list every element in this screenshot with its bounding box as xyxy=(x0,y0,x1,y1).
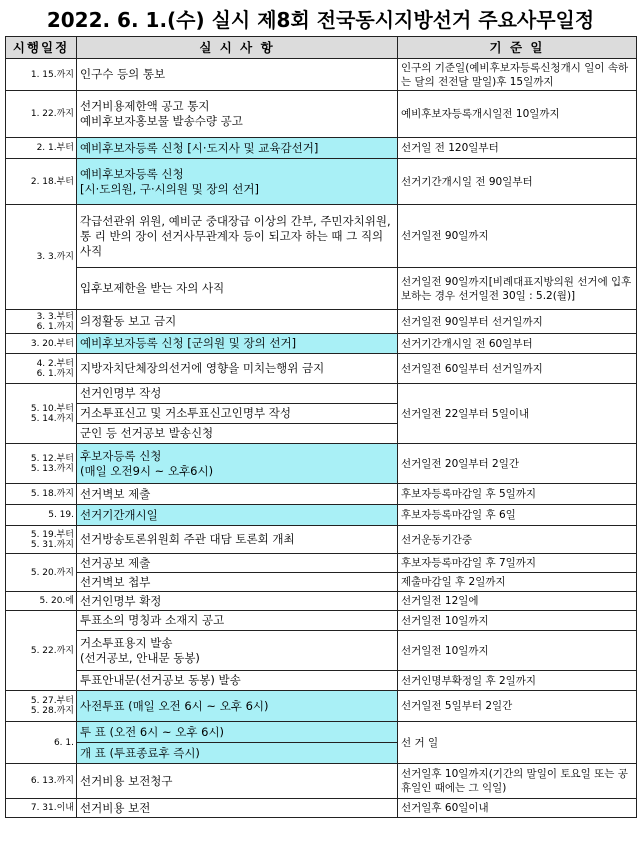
row-item: 투 표 (오전 6시 ~ 오후 6시) xyxy=(77,722,398,743)
row-item: 선거비용 보전청구 xyxy=(77,764,398,799)
table-row xyxy=(6,671,637,691)
table-row xyxy=(6,484,637,505)
row-criterion: 선거일전 90일까지 xyxy=(398,205,637,268)
page-title: 2022. 6. 1.(수) 실시 제8회 전국동시지방선거 주요사무일정 xyxy=(46,7,595,32)
row-criterion: 선 거 일 xyxy=(398,722,637,764)
header-criterion: 기 준 일 xyxy=(398,37,637,59)
row-criterion: 선거일전 90일부터 선거일까지 xyxy=(398,310,637,334)
row-criterion: 선거기간개시일 전 90일부터 xyxy=(398,159,637,205)
row-item: 선거비용 보전 xyxy=(77,799,398,818)
table-row xyxy=(6,722,637,743)
table-row xyxy=(6,505,637,526)
row-item: 투표안내문(선거공보 동봉) 발송 xyxy=(77,671,398,691)
table-row xyxy=(6,384,637,404)
row-criterion: 선거일전 12일에 xyxy=(398,592,637,611)
row-criterion: 선거일 전 120일부터 xyxy=(398,138,637,159)
row-item: 예비후보자등록 신청 [군의원 및 장의 선거] xyxy=(77,334,398,354)
row-item: 선거공보 제출 xyxy=(77,554,398,573)
header-date: 시행일정 xyxy=(6,37,77,59)
row-item: 거소투표신고 및 거소투표신고인명부 작성 xyxy=(77,404,398,424)
table-header-row xyxy=(6,37,637,59)
row-item: 예비후보자등록 신청 [시·도지사 및 교육감선거] xyxy=(77,138,398,159)
row-date: 5. 18.까지 xyxy=(6,484,77,505)
table-row xyxy=(6,159,637,205)
row-criterion: 선거운동기간중 xyxy=(398,526,637,554)
row-date: 5. 20.까지 xyxy=(6,554,77,592)
table-row xyxy=(6,764,637,799)
table-row xyxy=(6,554,637,573)
row-date: 2. 18.부터 xyxy=(6,159,77,205)
row-date: 3. 3.까지 xyxy=(6,205,77,310)
row-date: 2. 1.부터 xyxy=(6,138,77,159)
row-date: 6. 13.까지 xyxy=(6,764,77,799)
row-item: 군인 등 선거공보 발송신청 xyxy=(77,424,398,444)
table-row xyxy=(6,334,637,354)
row-item: 지방자치단체장의선거에 영향을 미치는행위 금지 xyxy=(77,354,398,384)
row-date: 5. 19. xyxy=(6,505,77,526)
row-date: 1. 22.까지 xyxy=(6,91,77,138)
row-date: 7. 31.이내 xyxy=(6,799,77,818)
row-criterion: 선거일전 5일부터 2일간 xyxy=(398,691,637,722)
table-row xyxy=(6,59,637,91)
row-item: 예비후보자등록 신청 [시·도의원, 구·시의원 및 장의 선거] xyxy=(77,159,398,205)
table-row xyxy=(6,526,637,554)
schedule-table xyxy=(5,36,637,818)
row-item: 선거벽보 제출 xyxy=(77,484,398,505)
table-row xyxy=(6,799,637,818)
table-row xyxy=(6,205,637,268)
row-criterion: 후보자등록마감일 후 7일까지 xyxy=(398,554,637,573)
table-row xyxy=(6,592,637,611)
row-criterion: 선거인명부확정일 후 2일까지 xyxy=(398,671,637,691)
row-item: 인구수 등의 통보 xyxy=(77,59,398,91)
row-criterion: 후보자등록마감일 후 5일까지 xyxy=(398,484,637,505)
row-date: 1. 15.까지 xyxy=(6,59,77,91)
row-item: 의정활동 보고 금지 xyxy=(77,310,398,334)
row-criterion: 선거일후 60일이내 xyxy=(398,799,637,818)
row-item: 선거벽보 첩부 xyxy=(77,573,398,592)
table-row xyxy=(6,310,637,334)
row-item: 선거방송토론위원회 주관 대담 토론회 개최 xyxy=(77,526,398,554)
row-item: 개 표 (투표종료후 즉시) xyxy=(77,743,398,764)
row-item: 각급선관위 위원, 예비군 중대장급 이상의 간부, 주민자치위원, 통 리 반의 장이 선거사무관계자 등이 되고자 하는 때 그 직의 사직 xyxy=(77,205,398,268)
row-item: 선거비용제한액 공고 통지 예비후보자홍보물 발송수량 공고 xyxy=(77,91,398,138)
row-item: 선거인명부 확정 xyxy=(77,592,398,611)
row-date: 3. 3.부터 6. 1.까지 xyxy=(6,310,77,334)
table-row xyxy=(6,573,637,592)
row-item: 사전투표 (매일 오전 6시 ~ 오후 6시) xyxy=(77,691,398,722)
table-row xyxy=(6,138,637,159)
row-date: 5. 22.까지 xyxy=(6,611,77,691)
row-criterion: 선거일후 10일까지(기간의 말일이 토요일 또는 공휴일인 때에는 그 익일) xyxy=(398,764,637,799)
row-date: 5. 10.부터 5. 14.까지 xyxy=(6,384,77,444)
row-criterion: 선거일전 60일부터 선거일까지 xyxy=(398,354,637,384)
table-row xyxy=(6,91,637,138)
row-criterion: 선거일전 10일까지 xyxy=(398,611,637,631)
table-row xyxy=(6,691,637,722)
table-row xyxy=(6,444,637,484)
row-date: 5. 19.부터 5. 31.까지 xyxy=(6,526,77,554)
row-criterion: 선거일전 22일부터 5일이내 xyxy=(398,384,637,444)
row-item: 거소투표용지 발송 (선거공보, 안내문 동봉) xyxy=(77,631,398,671)
row-criterion: 후보자등록마감일 후 6일 xyxy=(398,505,637,526)
table-row xyxy=(6,268,637,310)
row-criterion: 인구의 기준일(예비후보자등록신청개시 일이 속하는 달의 전전달 말일)후 15일까지 xyxy=(398,59,637,91)
row-criterion: 선거일전 20일부터 2일간 xyxy=(398,444,637,484)
row-date: 5. 27.부터 5. 28.까지 xyxy=(6,691,77,722)
row-item: 선거인명부 작성 xyxy=(77,384,398,404)
row-criterion: 선거기간개시일 전 60일부터 xyxy=(398,334,637,354)
row-item: 후보자등록 신청 (매일 오전9시 ~ 오후6시) xyxy=(77,444,398,484)
row-date: 5. 20.에 xyxy=(6,592,77,611)
row-criterion: 예비후보자등록개시일전 10일까지 xyxy=(398,91,637,138)
row-item: 투표소의 명칭과 소재지 공고 xyxy=(77,611,398,631)
row-criterion: 선거일전 90일까지[비례대표지방의원 선거에 입후보하는 경우 선거일전 30일 : 5.2(월)] xyxy=(398,268,637,310)
table-row xyxy=(6,631,637,671)
row-item: 선거기간개시일 xyxy=(77,505,398,526)
row-date: 6. 1. xyxy=(6,722,77,764)
header-item: 실 시 사 항 xyxy=(77,37,398,59)
row-criterion: 제출마감일 후 2일까지 xyxy=(398,573,637,592)
row-item: 입후보제한을 받는 자의 사직 xyxy=(77,268,398,310)
table-row xyxy=(6,611,637,631)
row-date: 5. 12.부터 5. 13.까지 xyxy=(6,444,77,484)
row-criterion: 선거일전 10일까지 xyxy=(398,631,637,671)
row-date: 3. 20.부터 xyxy=(6,334,77,354)
table-row xyxy=(6,354,637,384)
row-date: 4. 2.부터 6. 1.까지 xyxy=(6,354,77,384)
